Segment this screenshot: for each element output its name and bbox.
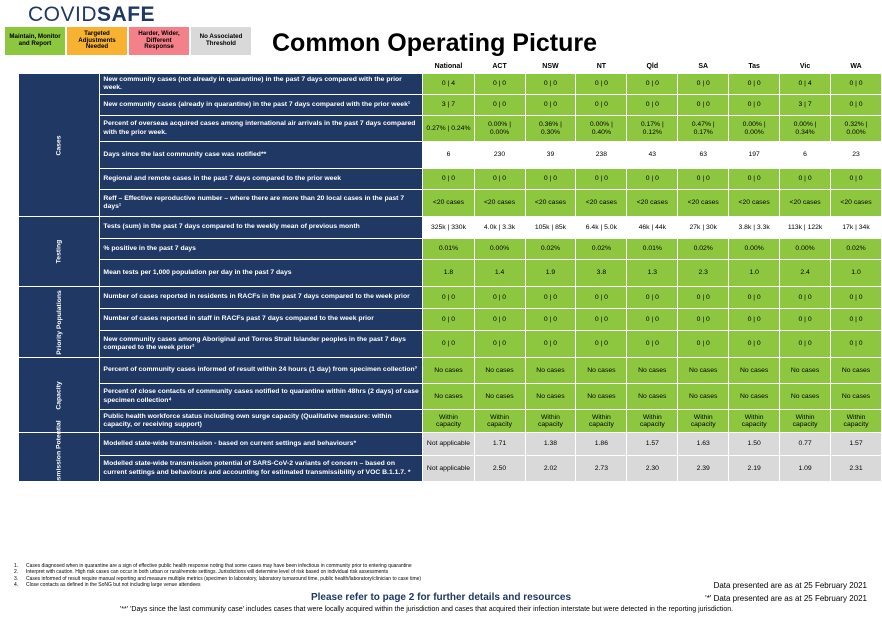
- section-label: [19, 419, 100, 495]
- indicator-value: 0 | 0: [831, 169, 882, 190]
- indicator-value: 1.57: [831, 433, 882, 456]
- indicator-value: 0.00%: [474, 239, 525, 260]
- indicator-value: 238: [576, 142, 627, 169]
- indicator-description: New community cases (already in quarantine) in the past 7 days compared with the prior week¹: [100, 95, 423, 116]
- indicator-value: 0.00%: [729, 239, 780, 260]
- indicator-value: 0.27% | 0.24%: [423, 116, 474, 142]
- indicator-value: <20 cases: [423, 190, 474, 217]
- indicator-value: 43: [627, 142, 678, 169]
- legend-item: Maintain, Monitor and Report: [5, 27, 65, 55]
- indicator-value: 2.39: [678, 456, 729, 482]
- indicator-value: 3.8k | 3.3k: [729, 217, 780, 239]
- indicator-value: No cases: [525, 384, 576, 410]
- indicator-value: 105k | 85k: [525, 217, 576, 239]
- indicator-description: Percent of close contacts of community cases notified to quarantine within 48hrs (2 days) of case specimen collection⁴: [100, 384, 423, 410]
- indicator-value: 1.8: [423, 260, 474, 287]
- indicator-value: 0 | 4: [780, 74, 831, 95]
- indicator-value: Within capacity: [423, 410, 474, 433]
- indicator-value: 1.50: [729, 433, 780, 456]
- indicator-value: 0 | 0: [780, 169, 831, 190]
- indicator-value: 2.30: [627, 456, 678, 482]
- indicator-value: No cases: [525, 358, 576, 384]
- indicator-value: 0 | 0: [729, 74, 780, 95]
- indicator-value: 2.19: [729, 456, 780, 482]
- indicator-value: 0 | 0: [627, 169, 678, 190]
- indicator-value: 1.71: [474, 433, 525, 456]
- indicator-value: Not applicable: [423, 456, 474, 482]
- indicator-value: Not applicable: [423, 433, 474, 456]
- indicator-value: 0 | 0: [678, 74, 729, 95]
- indicator-value: 0 | 0: [525, 74, 576, 95]
- days-since-note: '**' 'Days since the last community case' includes cases that were locally acquired within the jurisdiction and cases that acquired their infection interstate but were detected in the reporting jurisdiction.: [120, 606, 734, 613]
- indicator-description: Percent of overseas acquired cases among international air arrivals in the past 7 days compared with the prior week.: [100, 116, 423, 142]
- legend-item: No Associated Threshold: [191, 27, 251, 55]
- indicator-value: 1.3: [627, 260, 678, 287]
- indicator-value: 1.38: [525, 433, 576, 456]
- indicator-value: 0 | 0: [729, 309, 780, 331]
- indicator-value: No cases: [627, 358, 678, 384]
- indicator-value: 0.02%: [576, 239, 627, 260]
- indicator-value: <20 cases: [780, 190, 831, 217]
- indicator-description: Public health workforce status including own surge capacity (Qualitative measure: within capacity, or receiving support): [100, 410, 423, 433]
- table-row: [19, 433, 882, 456]
- indicator-value: 0 | 0: [831, 331, 882, 358]
- section-label: [19, 287, 100, 358]
- indicator-value: No cases: [729, 384, 780, 410]
- indicator-value: 0 | 0: [423, 331, 474, 358]
- column-header: ACT: [492, 63, 507, 70]
- indicator-value: No cases: [780, 358, 831, 384]
- indicator-value: 0 | 0: [678, 169, 729, 190]
- indicator-value: 0 | 0: [831, 287, 882, 309]
- refer-page-2-note: Please refer to page 2 for further details and resources: [310, 592, 572, 603]
- indicator-value: 0 | 0: [729, 95, 780, 116]
- legend-item: Harder, Wider, Different Response: [129, 27, 189, 55]
- indicator-value: 27k | 30k: [678, 217, 729, 239]
- indicator-value: No cases: [474, 384, 525, 410]
- table-row: [19, 116, 882, 142]
- indicator-value: 0 | 0: [474, 74, 525, 95]
- indicator-value: 2.4: [780, 260, 831, 287]
- indicator-value: 0 | 0: [525, 331, 576, 358]
- indicator-value: Within capacity: [474, 410, 525, 433]
- table-row: [19, 95, 882, 116]
- indicator-value: 0 | 0: [474, 95, 525, 116]
- table-row: [19, 410, 882, 433]
- indicator-value: 0 | 0: [780, 309, 831, 331]
- indicator-value: 0 | 0: [576, 169, 627, 190]
- indicator-value: <20 cases: [576, 190, 627, 217]
- indicator-value: 6.4k | 5.0k: [576, 217, 627, 239]
- indicator-value: 0 | 0: [474, 169, 525, 190]
- indicator-value: 0 | 0: [780, 331, 831, 358]
- indicator-value: 2.3: [678, 260, 729, 287]
- indicator-description: New community cases among Aboriginal and Torres Strait Islander peoples in the past 7 days compared to the week prior²: [100, 331, 423, 358]
- column-header: SA: [698, 63, 709, 70]
- section-label-text: Priority Populations: [55, 289, 63, 355]
- indicator-value: 0 | 0: [525, 169, 576, 190]
- indicator-value: No cases: [831, 384, 882, 410]
- indicator-value: No cases: [729, 358, 780, 384]
- indicator-value: 1.86: [576, 433, 627, 456]
- indicator-description: Number of cases reported in staff in RACFs past 7 days compared to the week prior: [100, 309, 423, 331]
- indicator-value: 0 | 0: [525, 309, 576, 331]
- indicator-value: 1.63: [678, 433, 729, 456]
- indicator-value: No cases: [678, 384, 729, 410]
- table-row: [19, 217, 882, 239]
- indicator-value: 6: [423, 142, 474, 169]
- indicator-value: Within capacity: [576, 410, 627, 433]
- footnote-text: Cases informed of result require manual reporting and measure multiple metrics (specimen to laboratory, laboratory turnaround time, public health/laboratory/clinician to case time): [26, 575, 422, 582]
- section-label-text: Testing: [55, 239, 63, 264]
- indicator-value: 2.50: [474, 456, 525, 482]
- indicator-value: 0 | 0: [729, 331, 780, 358]
- column-header: WA: [850, 63, 862, 70]
- indicator-description: Modelled state-wide transmission - based on current settings and behaviours*: [100, 433, 423, 456]
- section-label: [19, 74, 100, 217]
- indicator-value: 0.77: [780, 433, 831, 456]
- indicator-value: 0 | 0: [423, 309, 474, 331]
- section-label-text: Capacity: [55, 380, 63, 410]
- indicator-value: 113k | 122k: [780, 217, 831, 239]
- indicator-value: <20 cases: [729, 190, 780, 217]
- indicator-value: 3 | 7: [423, 95, 474, 116]
- table-row: [19, 169, 882, 190]
- indicator-value: 197: [729, 142, 780, 169]
- footnote-text: Interpret with caution. High risk cases can occur in both urban or rural/remote settings. Jurisdictions will determine level of risk based on individual risk assessments: [26, 569, 389, 576]
- indicator-value: Within capacity: [729, 410, 780, 433]
- indicator-value: No cases: [831, 358, 882, 384]
- table-row: [19, 358, 882, 384]
- indicator-value: 0 | 0: [474, 331, 525, 358]
- indicator-description: Number of cases reported in residents in RACFs in the past 7 days compared to the week prior: [100, 287, 423, 309]
- column-header: Vic: [799, 63, 811, 70]
- data-date: Data presented are as at 25 February 2021: [713, 581, 867, 590]
- indicator-value: 0.36% | 0.30%: [525, 116, 576, 142]
- indicator-value: 0 | 0: [576, 74, 627, 95]
- indicator-value: 2.73: [576, 456, 627, 482]
- indicator-value: 0 | 0: [831, 95, 882, 116]
- indicator-value: 0 | 0: [678, 287, 729, 309]
- indicator-value: 1.0: [729, 260, 780, 287]
- indicator-value: 0.01%: [627, 239, 678, 260]
- indicator-value: Within capacity: [525, 410, 576, 433]
- indicator-value: 0.02%: [678, 239, 729, 260]
- indicator-value: 0 | 0: [729, 169, 780, 190]
- column-header: NSW: [542, 63, 559, 70]
- indicator-value: No cases: [423, 384, 474, 410]
- indicator-value: <20 cases: [831, 190, 882, 217]
- indicator-value: <20 cases: [474, 190, 525, 217]
- indicator-value: 0 | 0: [474, 287, 525, 309]
- indicator-value: 0 | 0: [627, 74, 678, 95]
- table-row: [19, 260, 882, 287]
- indicator-value: 0 | 0: [423, 287, 474, 309]
- section-label-text: Transmission Potential: [55, 419, 63, 495]
- indicator-value: 0 | 0: [474, 309, 525, 331]
- indicator-value: 0 | 0: [627, 95, 678, 116]
- indicator-value: 0.00% | 0.40%: [576, 116, 627, 142]
- indicator-value: 0.02%: [525, 239, 576, 260]
- indicator-value: 0 | 0: [576, 95, 627, 116]
- indicator-value: 0.00% | 0.00%: [729, 116, 780, 142]
- indicator-description: % positive in the past 7 days: [100, 239, 423, 260]
- table-row: [19, 384, 882, 410]
- indicator-description: Tests (sum) in the past 7 days compared to the weekly mean of previous month: [100, 217, 423, 239]
- indicator-description: Days since the last community case was notified**: [100, 142, 423, 169]
- table-row: [19, 309, 882, 331]
- indicator-description: Regional and remote cases in the past 7 days compared to the prior week: [100, 169, 423, 190]
- indicator-value: 3.8: [576, 260, 627, 287]
- indicator-value: 2.31: [831, 456, 882, 482]
- indicator-description: Reff – Effective reproductive number – where there are more than 20 local cases in the past 7 days¹: [100, 190, 423, 217]
- footnote: [14, 582, 421, 588]
- indicator-value: Within capacity: [831, 410, 882, 433]
- footnote-number: 2.: [14, 569, 19, 576]
- indicator-value: Within capacity: [780, 410, 831, 433]
- indicator-value: 0.02%: [831, 239, 882, 260]
- table-row: [19, 190, 882, 217]
- table-row: [19, 456, 882, 482]
- indicator-value: Within capacity: [678, 410, 729, 433]
- table-row: [19, 239, 882, 260]
- indicator-value: <20 cases: [678, 190, 729, 217]
- section-label: [19, 217, 100, 287]
- indicator-value: 0 | 0: [525, 95, 576, 116]
- indicator-value: <20 cases: [627, 190, 678, 217]
- footnotes: [14, 563, 421, 588]
- indicator-value: 0 | 0: [678, 95, 729, 116]
- footnote-number: 1.: [14, 563, 19, 569]
- column-header: Tas: [748, 63, 760, 70]
- indicator-value: 0 | 0: [627, 287, 678, 309]
- indicator-value: 0 | 0: [525, 287, 576, 309]
- table-row: [19, 287, 882, 309]
- threshold-legend: [5, 27, 251, 55]
- indicator-value: No cases: [474, 358, 525, 384]
- footnote-text: Cases diagnosed when in quarantine are a sign of effective public health response noting that some cases may have been infectious in community prior to entering quarantine: [26, 563, 412, 569]
- indicator-value: 0 | 0: [678, 331, 729, 358]
- indicator-value: 0 | 0: [678, 309, 729, 331]
- indicator-value: No cases: [678, 358, 729, 384]
- indicator-value: 0 | 0: [729, 287, 780, 309]
- indicator-value: 0.32% | 0.00%: [831, 116, 882, 142]
- indicator-value: 0.17% | 0.12%: [627, 116, 678, 142]
- indicator-value: 230: [474, 142, 525, 169]
- indicator-value: 0 | 0: [627, 309, 678, 331]
- indicator-value: No cases: [780, 384, 831, 410]
- indicator-value: 4.0k | 3.3k: [474, 217, 525, 239]
- indicator-value: 0 | 0: [831, 309, 882, 331]
- covidsafe-logo: COVIDSAFE: [28, 3, 156, 26]
- indicator-value: No cases: [627, 384, 678, 410]
- indicator-value: 0 | 0: [576, 309, 627, 331]
- indicator-description: Percent of community cases informed of result within 24 hours (1 day) from specimen collection³: [100, 358, 423, 384]
- table-row: [19, 142, 882, 169]
- indicator-value: No cases: [576, 358, 627, 384]
- footnote-number: 3.: [14, 575, 19, 582]
- indicator-value: No cases: [576, 384, 627, 410]
- indicator-value: 0 | 0: [576, 331, 627, 358]
- indicator-value: 0.01%: [423, 239, 474, 260]
- indicator-value: 0 | 0: [831, 74, 882, 95]
- indicator-value: 39: [525, 142, 576, 169]
- indicator-value: 23: [831, 142, 882, 169]
- footnote-number: 4.: [14, 581, 19, 588]
- indicator-value: 2.02: [525, 456, 576, 482]
- indicator-value: 1.0: [831, 260, 882, 287]
- indicator-value: 17k | 34k: [831, 217, 882, 239]
- column-header: National: [434, 63, 463, 70]
- legend-item: Targeted Adjustments Needed: [67, 27, 127, 55]
- indicator-value: No cases: [423, 358, 474, 384]
- indicator-value: 1.09: [780, 456, 831, 482]
- column-header: Qld: [646, 63, 659, 70]
- indicator-value: 0.47% | 0.17%: [678, 116, 729, 142]
- indicator-description: Modelled state-wide transmission potential of SARS-CoV-2 variants of concern – based on current settings and behaviours and accounting for estimated transmissibility of VOC B.1.1.7. *: [100, 456, 423, 482]
- indicator-value: 0.00% | 0.34%: [780, 116, 831, 142]
- indicator-value: 0 | 0: [780, 287, 831, 309]
- indicator-value: 1.9: [525, 260, 576, 287]
- indicator-value: 325k | 330k: [423, 217, 474, 239]
- table-row: [19, 331, 882, 358]
- indicator-value: 0.00% | 0.00%: [474, 116, 525, 142]
- indicator-value: <20 cases: [525, 190, 576, 217]
- indicator-description: New community cases (not already in quarantine) in the past 7 days compared with the prior week.: [100, 74, 423, 95]
- indicator-value: 1.57: [627, 433, 678, 456]
- indicator-value: 1.4: [474, 260, 525, 287]
- indicator-value: 0 | 0: [423, 169, 474, 190]
- indicator-value: 0.00%: [780, 239, 831, 260]
- indicator-value: 46k | 44k: [627, 217, 678, 239]
- indicator-value: Within capacity: [627, 410, 678, 433]
- common-operating-picture-table: [18, 60, 882, 495]
- indicator-value: 6: [780, 142, 831, 169]
- footnote-text: Close contacts as defined in the SoNG but not including large venue attendees: [26, 581, 201, 588]
- indicator-value: 0 | 4: [423, 74, 474, 95]
- data-date-star: '*' Data presented are as at 25 February 2021: [705, 594, 867, 603]
- column-header: NT: [596, 63, 607, 70]
- indicator-value: 63: [678, 142, 729, 169]
- table-row: [19, 74, 882, 95]
- section-label-text: Cases: [55, 134, 63, 156]
- indicator-value: 0 | 0: [576, 287, 627, 309]
- page-title: Common Operating Picture: [272, 29, 598, 57]
- indicator-description: Mean tests per 1,000 population per day in the past 7 days: [100, 260, 423, 287]
- indicator-value: 3 | 7: [780, 95, 831, 116]
- indicator-value: 0 | 0: [627, 331, 678, 358]
